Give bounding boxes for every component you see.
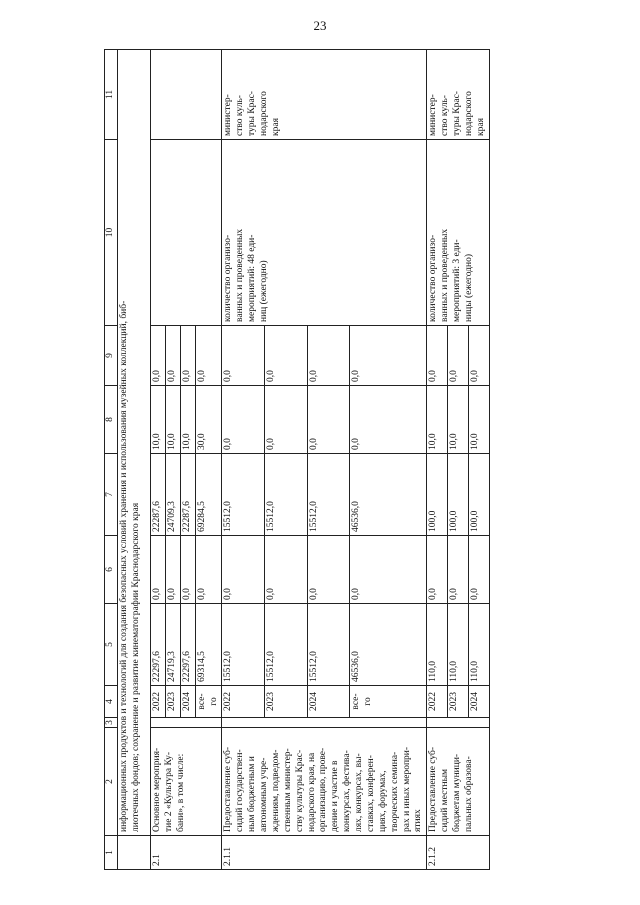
value-cell: 0,0 [350, 386, 427, 454]
value-cell: 24709,3 [165, 454, 180, 536]
executor-cell: министер- ство куль- туры Крас- нодарского края [427, 50, 489, 140]
col-num: 7 [105, 454, 118, 536]
col-num: 10 [105, 140, 118, 326]
value-cell: 46536,0 [350, 454, 427, 536]
empty-cell [222, 718, 427, 728]
executor-cell: министер- ство куль- туры Крас- нодарского края [222, 50, 427, 140]
row-title: Основное мероприя- тие 2 «Культура Ку- бани», в том числе: [151, 728, 222, 836]
section-header-left [118, 836, 151, 870]
value-cell: 10,0 [427, 386, 448, 454]
value-cell: 0,0 [448, 536, 469, 604]
value-cell: 24719,3 [165, 604, 180, 686]
section-header-row [118, 50, 151, 870]
col-num: 4 [105, 686, 118, 718]
value-cell: 100,0 [468, 454, 489, 536]
value-cell: 100,0 [427, 454, 448, 536]
value-cell: 0,0 [468, 536, 489, 604]
value-cell: 10,0 [180, 386, 195, 454]
column-number-row [105, 50, 118, 870]
value-cell: 0,0 [307, 326, 350, 386]
value-cell: 0,0 [265, 386, 308, 454]
col-num: 3 [105, 718, 118, 728]
year-cell: все- го [195, 686, 222, 718]
table-row [427, 50, 448, 870]
value-cell: 15512,0 [307, 454, 350, 536]
program-table [104, 49, 490, 870]
value-cell: 0,0 [222, 386, 265, 454]
value-cell: 0,0 [195, 326, 222, 386]
value-cell: 10,0 [151, 386, 166, 454]
year-cell: 2022 [427, 686, 448, 718]
result-cell: количество организо- ванных и проведенных мероприятий: 48 еди- ниц (ежегодно) [222, 140, 427, 326]
year-cell: 2024 [180, 686, 195, 718]
col-num: 1 [105, 836, 118, 870]
page-number: 23 [313, 18, 327, 33]
value-cell: 0,0 [265, 326, 308, 386]
value-cell: 0,0 [307, 536, 350, 604]
year-cell: все- го [350, 686, 427, 718]
value-cell: 15512,0 [307, 604, 350, 686]
col-num: 5 [105, 604, 118, 686]
value-cell: 10,0 [468, 386, 489, 454]
row-number: 2.1 [151, 836, 222, 870]
value-cell: 0,0 [307, 386, 350, 454]
value-cell: 0,0 [165, 536, 180, 604]
row-title: Предоставление суб- сидий государствен- ным бюджетным и автономным учре- ждениям, подведом- ственным министер- ству культуры Крас- нодарского края, на организацию, прове- дение и участие в конкурсах, фестива- лях, конкурсах, вы- ставках, конферен- циях, форумах, творческих семина- рах и иных меропри- ятиях [222, 728, 427, 836]
result-cell [151, 140, 222, 326]
value-cell: 22297,6 [180, 604, 195, 686]
table-row [222, 50, 265, 870]
value-cell: 100,0 [448, 454, 469, 536]
value-cell: 0,0 [222, 326, 265, 386]
value-cell: 110,0 [448, 604, 469, 686]
value-cell: 110,0 [468, 604, 489, 686]
year-cell: 2023 [448, 686, 469, 718]
value-cell: 0,0 [151, 326, 166, 386]
value-cell: 0,0 [180, 536, 195, 604]
year-cell: 2022 [222, 686, 265, 718]
table-row [151, 50, 166, 870]
value-cell: 30,0 [195, 386, 222, 454]
value-cell: 0,0 [427, 536, 448, 604]
value-cell: 10,0 [165, 386, 180, 454]
value-cell: 0,0 [180, 326, 195, 386]
row-title: Предоставление суб- сидий местным бюджетам муници- пальных образова- [427, 728, 489, 836]
value-cell: 46536,0 [350, 604, 427, 686]
col-num: 2 [105, 728, 118, 836]
value-cell: 0,0 [165, 326, 180, 386]
value-cell: 0,0 [265, 536, 308, 604]
row-number: 2.1.2 [427, 836, 489, 870]
col-num: 8 [105, 386, 118, 454]
value-cell: 15512,0 [265, 604, 308, 686]
result-cell: количество организо- ванных и проведенных мероприятий: 3 еди- ницы (ежегодно) [427, 140, 489, 326]
value-cell: 15512,0 [222, 604, 265, 686]
value-cell: 0,0 [448, 326, 469, 386]
value-cell: 69284,5 [195, 454, 222, 536]
value-cell: 15512,0 [265, 454, 308, 536]
rotated-table-wrapper [104, 50, 544, 870]
empty-cell [427, 718, 489, 728]
empty-cell [151, 718, 222, 728]
value-cell: 0,0 [222, 536, 265, 604]
year-cell: 2024 [307, 686, 350, 718]
value-cell: 0,0 [350, 326, 427, 386]
value-cell: 0,0 [195, 536, 222, 604]
year-cell: 2023 [265, 686, 308, 718]
value-cell: 110,0 [427, 604, 448, 686]
year-cell: 2022 [151, 686, 166, 718]
col-num: 9 [105, 326, 118, 386]
value-cell: 22287,6 [151, 454, 166, 536]
section-header-text: информационных продуктов и технологий для создания безопасных условий хранения и использования музейных коллекций, биб- лиотечных фондов; сохранение и развитие кинематографии Краснодарского края [118, 50, 151, 836]
value-cell: 0,0 [468, 326, 489, 386]
year-cell: 2023 [165, 686, 180, 718]
col-num: 11 [105, 50, 118, 140]
value-cell: 0,0 [350, 536, 427, 604]
executor-cell [151, 50, 222, 140]
row-number: 2.1.1 [222, 836, 427, 870]
value-cell: 22287,6 [180, 454, 195, 536]
year-cell: 2024 [468, 686, 489, 718]
value-cell: 69314,5 [195, 604, 222, 686]
value-cell: 0,0 [427, 326, 448, 386]
value-cell: 10,0 [448, 386, 469, 454]
value-cell: 0,0 [151, 536, 166, 604]
value-cell: 15512,0 [222, 454, 265, 536]
value-cell: 22297,6 [151, 604, 166, 686]
col-num: 6 [105, 536, 118, 604]
